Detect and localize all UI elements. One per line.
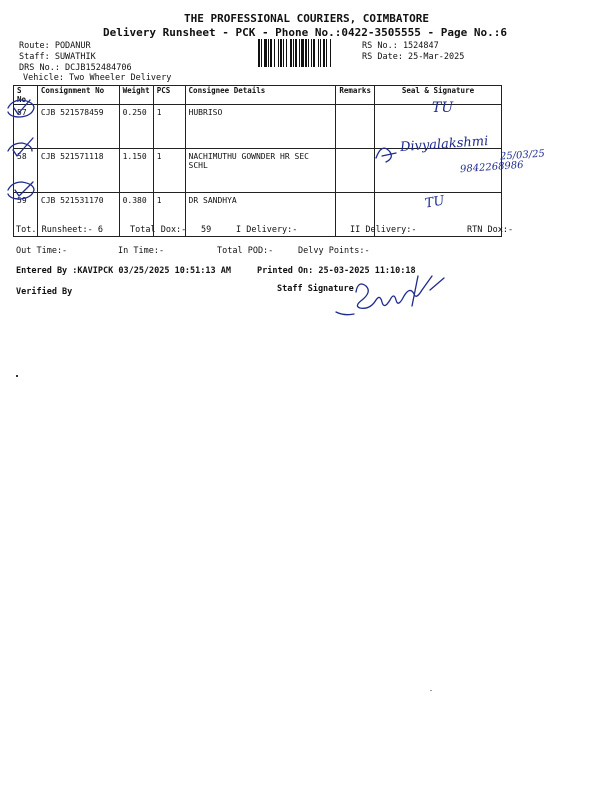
rs-date: RS Date: 25-Mar-2025 xyxy=(362,52,465,62)
cell-sno: 59 xyxy=(14,193,38,237)
rtn-dox: RTN Dox:- xyxy=(467,225,514,235)
entered-by: Entered By :KAVIPCK 03/25/2025 10:51:13 AM xyxy=(16,266,231,276)
col-header-seal: Seal & Signature xyxy=(374,86,501,105)
cell-pcs: 1 xyxy=(153,149,185,193)
company-title: THE PROFESSIONAL COURIERS, COIMBATORE xyxy=(184,12,430,25)
cell-weight: 0.380 xyxy=(119,193,153,237)
col-header-consignment: Consignment No xyxy=(37,86,119,105)
in-time: In Time:- xyxy=(118,246,165,256)
cell-consignment: CJB 521531170 xyxy=(37,193,119,237)
total-dox-value: 59 xyxy=(201,225,212,235)
i-delivery: I Delivery:- xyxy=(236,225,298,235)
col-header-consignee: Consignee Details xyxy=(185,86,336,105)
cell-consignment: CJB 521571118 xyxy=(37,149,119,193)
col-header-remarks: Remarks xyxy=(336,86,375,105)
cell-pcs: 1 xyxy=(153,105,185,149)
cell-pcs: 1 xyxy=(153,193,185,237)
delvy-points: Delvy Points:- xyxy=(298,246,370,256)
staff-label: Staff: SUWATHIK xyxy=(19,52,96,62)
cell-sno: 57 xyxy=(14,105,38,149)
handwritten-date: 25/03/25 xyxy=(499,148,546,163)
cell-consignee: NACHIMUTHU GOWNDER HR SEC SCHL xyxy=(185,149,336,193)
runsheet-subtitle: Delivery Runsheet - PCK - Phone No.:0422-3505555 - Page No.:6 xyxy=(103,26,507,39)
handwritten-tu-2: TU xyxy=(423,193,446,212)
route-label: Route: PODANUR xyxy=(19,41,91,51)
cell-consignee: DR SANDHYA xyxy=(185,193,336,237)
ii-delivery: II Delivery:- xyxy=(350,225,417,235)
check-icon xyxy=(15,182,33,196)
printed-on: Printed On: 25-03-2025 11:10:18 xyxy=(257,266,416,276)
row-check-circle-1 xyxy=(8,100,34,117)
vehicle-label: Vehicle: Two Wheeler Delivery xyxy=(23,73,172,83)
rs-number: RS No.: 1524847 xyxy=(362,41,439,51)
cell-consignment: CJB 521578459 xyxy=(37,105,119,149)
out-time: Out Time:- xyxy=(16,246,68,256)
staff-signature-scribble xyxy=(356,276,444,308)
cell-consignee: HUBRISO xyxy=(185,105,336,149)
handwritten-receiver-name: Divyalakshmi xyxy=(399,133,489,156)
row-check-circle-2 xyxy=(8,143,32,151)
total-pod: Total POD:- xyxy=(217,246,274,256)
staff-signature-label: Staff Signature xyxy=(277,284,354,294)
cell-weight: 0.250 xyxy=(119,105,153,149)
total-dox-label: Total Dox:- xyxy=(130,225,187,235)
handwritten-tu-1: TU xyxy=(432,100,454,116)
signature-underline xyxy=(336,312,354,315)
check-icon xyxy=(14,100,30,114)
tot-runsheet: Tot. Runsheet:- 6 xyxy=(16,225,103,235)
col-header-pcs: PCS xyxy=(153,86,185,105)
handwritten-phone: 9842268986 xyxy=(459,159,524,176)
verified-by: Verified By xyxy=(16,287,73,297)
cell-weight: 1.150 xyxy=(119,149,153,193)
receiver-initial-scribble xyxy=(376,148,396,162)
drs-number: DRS No.: DCJB152484706 xyxy=(19,63,132,73)
col-header-sno: S No xyxy=(14,86,38,105)
col-header-weight: Weight xyxy=(119,86,153,105)
cell-sno: 58 xyxy=(14,149,38,193)
